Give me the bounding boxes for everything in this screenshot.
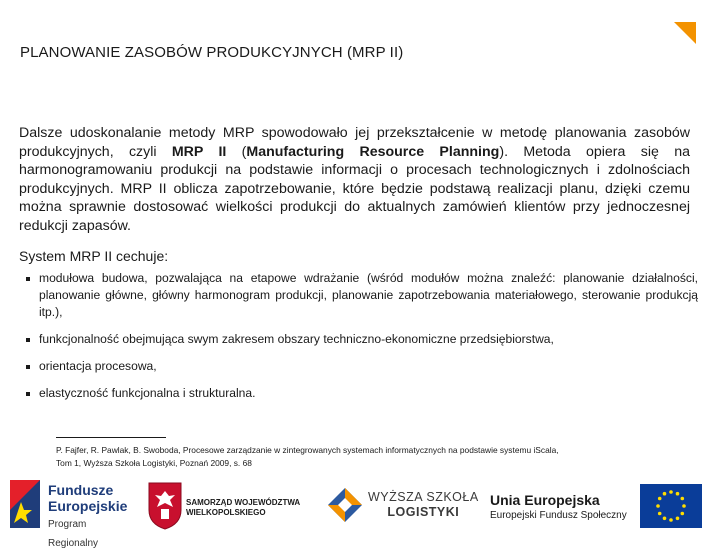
ue-text bbox=[490, 492, 627, 524]
ue-text-logo bbox=[490, 470, 630, 540]
eu-flag-icon bbox=[640, 484, 702, 528]
wsl-text bbox=[368, 490, 479, 520]
list-item: modułowa budowa, pozwalająca na etapowe wdrażanie (wśród modułów można znaleźć: planowanie działalności, planowanie główne, główny harmonogram produkcji, planowanie zapotrzebowania materiałowego, sterowanie produkcją itp.), bbox=[26, 270, 698, 321]
footnote bbox=[56, 444, 706, 470]
paragraph-text-3: ). Metoda opiera się na harmonogramowaniu produkcji na podstawie informacji o procesach technologicznych i zdolnościach produkcyjnych. MRP II oblicza zapotrzebowanie, które będzie podstawą realizacji planu, dzięki czemu można sprawnie dostosować wielkości produkcji do aktualnych zamówień klientów przy jednoczesnej redukcji zapasów. bbox=[19, 143, 690, 234]
term-mrp2: MRP II bbox=[171, 143, 227, 160]
coat-of-arms-icon bbox=[148, 482, 182, 530]
samorzad-logo bbox=[148, 470, 318, 540]
sw-line-1: SAMORZĄD WOJEWÓDZTWA bbox=[186, 498, 301, 507]
sw-line-2: WIELKOPOLSKIEGO bbox=[186, 508, 266, 517]
fe-emblem-icon bbox=[10, 480, 44, 530]
fe-line-1: Fundusze bbox=[48, 482, 114, 498]
footnote-line-2: Tom 1, Wyższa Szkoła Logistyki, Poznań 2009, s. 68 bbox=[56, 458, 252, 468]
wsl-emblem-icon bbox=[326, 486, 364, 524]
ue-line-2: Europejski Fundusz Społeczny bbox=[490, 510, 627, 521]
feature-list bbox=[26, 270, 698, 412]
sw-text bbox=[186, 498, 300, 518]
wsl-line-2: LOGISTYKI bbox=[387, 505, 460, 519]
wsl-line-1: WYŻSZA SZKOŁA bbox=[368, 490, 479, 504]
description-paragraph bbox=[19, 124, 690, 236]
fe-line-2: Europejskie bbox=[48, 498, 128, 514]
paragraph-text-1: Dalsze udoskonalanie metody MRP spowodowało jej przekształcenie w metodę planowania zasobów produkcyjnych, czyli bbox=[19, 125, 690, 160]
footnote-line-1: P. Fajfer, R. Pawlak, B. Swoboda, Procesowe zarządzanie w zintegrowanych systemach informatycznych na podstawie systemu iScala, bbox=[56, 445, 559, 455]
orange-corner-triangle bbox=[674, 22, 696, 44]
page-title: PLANOWANIE ZASOBÓW PRODUKCYJNYCH (MRP II) bbox=[20, 44, 404, 61]
list-item: orientacja procesowa, bbox=[26, 358, 698, 375]
list-item: elastyczność funkcjonalna i strukturalna. bbox=[26, 385, 698, 402]
footnote-divider bbox=[56, 437, 166, 438]
fe-text bbox=[48, 482, 138, 552]
ue-line-1: Unia Europejska bbox=[490, 492, 600, 508]
fundusze-europejskie-logo bbox=[8, 470, 138, 549]
logo-bar bbox=[0, 470, 720, 549]
fe-line-3: Program Regionalny bbox=[48, 519, 99, 549]
list-intro: System MRP II cechuje: bbox=[19, 248, 169, 264]
list-item: funkcjonalność obejmująca swym zakresem obszary techniczno-ekonomiczne przedsiębiorstwa, bbox=[26, 331, 698, 348]
wsl-logo bbox=[326, 470, 486, 540]
term-full: Manufacturing Resource Planning bbox=[246, 143, 500, 160]
paragraph-text-2: ( bbox=[226, 143, 247, 160]
